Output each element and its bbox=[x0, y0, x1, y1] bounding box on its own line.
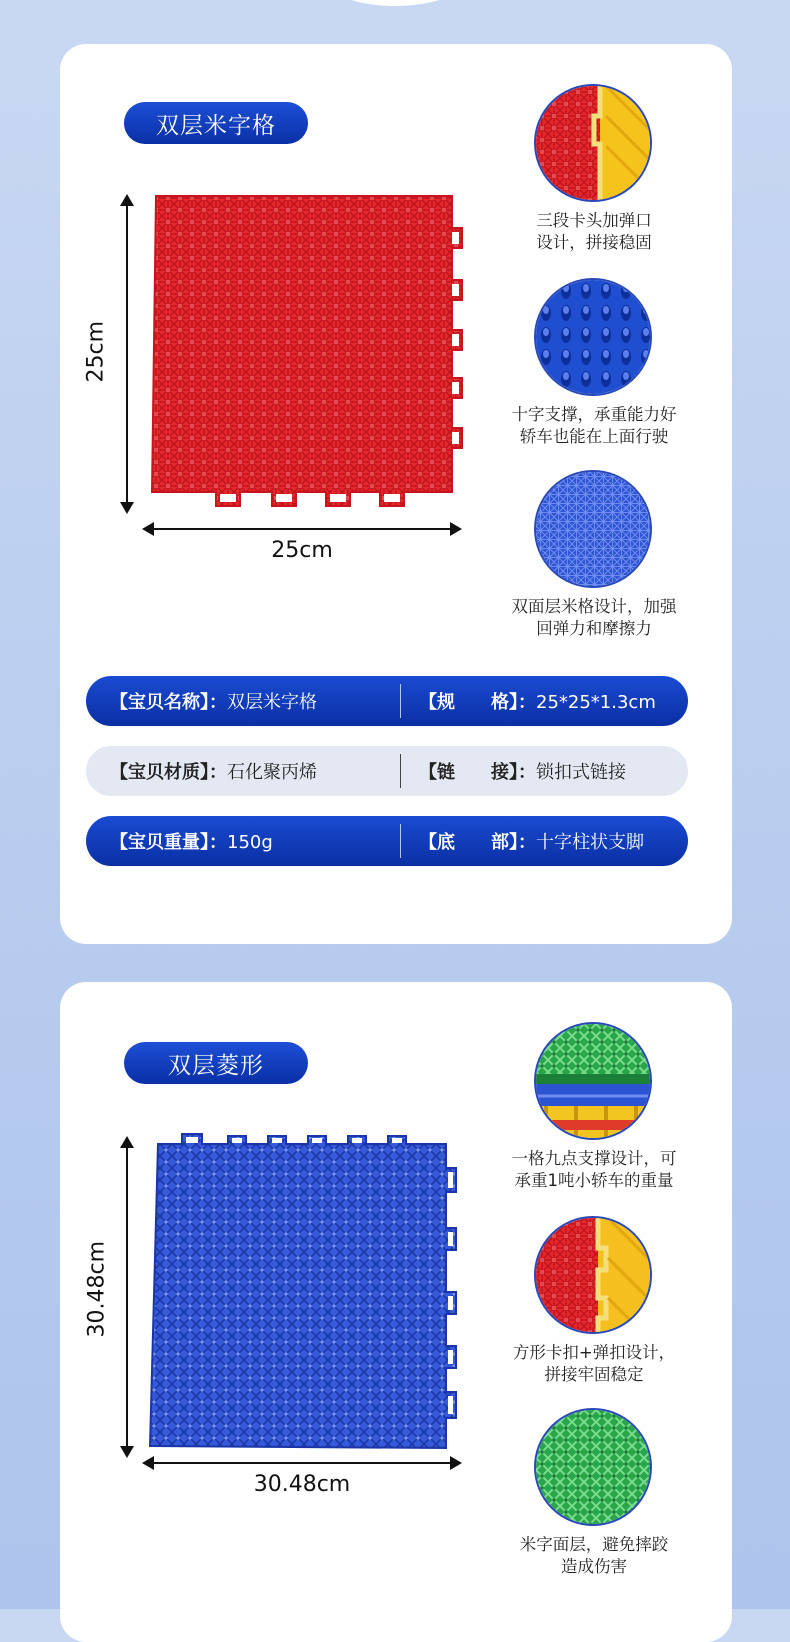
spec-row-name-size bbox=[86, 676, 688, 726]
spec-key: 【规 格】： bbox=[419, 692, 536, 713]
feature-text-1 bbox=[484, 1148, 704, 1192]
cross-support-pillars-icon bbox=[534, 278, 652, 396]
feature-line: 拼接牢固稳定 bbox=[544, 1365, 644, 1384]
spec-right bbox=[401, 828, 644, 854]
spec-value: 25*25*1.3cm bbox=[536, 692, 656, 713]
spec-key: 【宝贝材质】： bbox=[110, 762, 227, 783]
feature-text-2 bbox=[484, 404, 704, 448]
feature-text-2 bbox=[484, 1342, 704, 1386]
width-label: 25cm bbox=[271, 538, 333, 563]
spec-value: 石化聚丙烯 bbox=[227, 762, 317, 783]
feature-line: 十字支撑，承重能力好 bbox=[511, 405, 677, 424]
height-dimension-arrow bbox=[126, 1138, 128, 1456]
spec-left bbox=[86, 688, 400, 714]
feature-line: 方形卡扣+弹扣设计， bbox=[512, 1343, 676, 1362]
feature-line: 一格九点支撑设计，可 bbox=[511, 1149, 677, 1168]
spec-value: 双层米字格 bbox=[227, 692, 317, 713]
product-card-diamond bbox=[60, 982, 732, 1642]
spec-value: 150g bbox=[227, 832, 273, 853]
feature-line: 承重1吨小轿车的重量 bbox=[514, 1171, 674, 1190]
clip-closeup-icon bbox=[534, 84, 652, 202]
green-mesh-surface-icon bbox=[534, 1408, 652, 1526]
width-dimension-arrow bbox=[144, 528, 460, 530]
height-label: 30.48cm bbox=[84, 1240, 110, 1338]
spec-right bbox=[401, 758, 626, 784]
product-title-badge: 双层菱形 bbox=[124, 1042, 308, 1084]
spec-left bbox=[86, 758, 400, 784]
height-label: 25cm bbox=[83, 320, 109, 383]
stacked-tiles-icon bbox=[534, 1022, 652, 1140]
top-decoration bbox=[330, 0, 460, 6]
spec-value: 十字柱状支脚 bbox=[536, 832, 644, 853]
red-tile-image bbox=[150, 192, 470, 516]
blue-tile-image bbox=[148, 1132, 474, 1454]
spec-key: 【宝贝名称】： bbox=[110, 692, 227, 713]
feature-text-3 bbox=[484, 596, 704, 640]
feature-line: 轿车也能在上面行驶 bbox=[519, 427, 669, 446]
feature-line: 米字面层，避免摔跤 bbox=[519, 1535, 669, 1554]
feature-line: 双面层米格设计，加强 bbox=[511, 597, 677, 616]
feature-text-3 bbox=[484, 1534, 704, 1578]
mesh-surface-icon bbox=[534, 470, 652, 588]
spec-key: 【底 部】： bbox=[419, 832, 536, 853]
spec-key: 【链 接】： bbox=[419, 762, 536, 783]
spec-key: 【宝贝重量】： bbox=[110, 832, 227, 853]
product-title-badge: 双层米字格 bbox=[124, 102, 308, 144]
spec-row-weight-bottom bbox=[86, 816, 688, 866]
feature-text-1 bbox=[484, 210, 704, 254]
feature-line: 三段卡头加弹口 bbox=[536, 211, 652, 230]
product-card-mizige bbox=[60, 44, 732, 944]
width-label: 30.48cm bbox=[253, 1472, 351, 1497]
clip-closeup-icon bbox=[534, 1216, 652, 1334]
feature-line: 回弹力和摩擦力 bbox=[536, 619, 652, 638]
spec-row-material-link bbox=[86, 746, 688, 796]
width-dimension-arrow bbox=[144, 1462, 460, 1464]
height-dimension-arrow bbox=[126, 196, 128, 512]
spec-left bbox=[86, 828, 400, 854]
spec-value: 锁扣式链接 bbox=[536, 762, 626, 783]
feature-line: 造成伤害 bbox=[561, 1557, 627, 1576]
feature-line: 设计，拼接稳固 bbox=[536, 233, 652, 252]
spec-right bbox=[401, 688, 656, 714]
